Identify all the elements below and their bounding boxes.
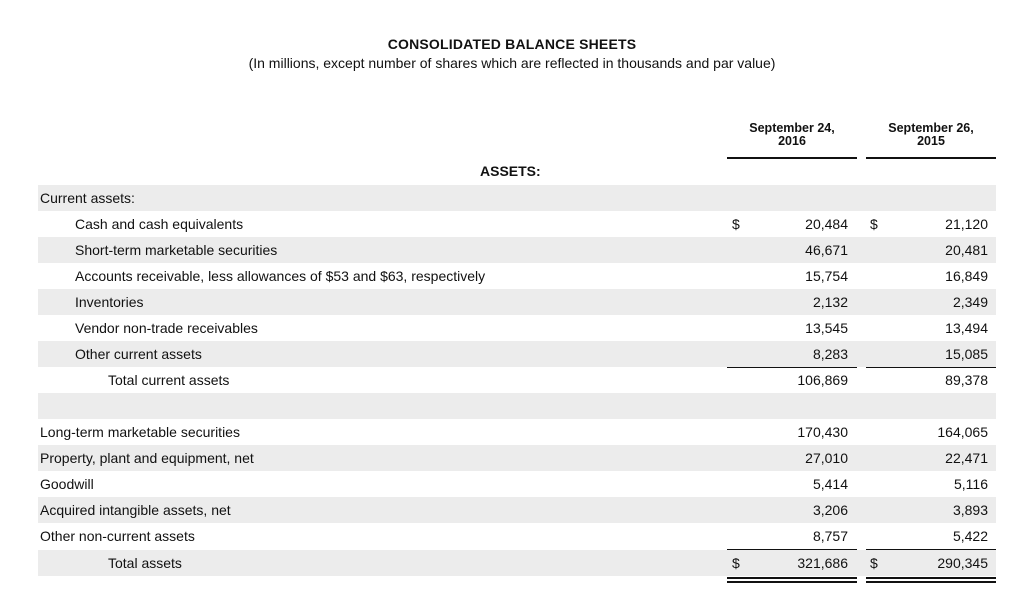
value-2016: 321,686 [797,555,848,571]
table-row [38,497,996,523]
table-row [38,315,996,341]
column-header-2016-date: September 24, [749,121,835,135]
value-2016: 13,545 [805,320,848,336]
total-double-rule-2015-a [866,577,996,579]
table-row [38,211,996,237]
value-2016: 8,757 [812,528,848,544]
value-2015: 5,422 [952,528,988,544]
value-2015: 15,085 [945,346,988,362]
value-2016: 15,754 [805,268,848,284]
value-2015: 3,893 [952,502,988,518]
value-2016: 106,869 [797,372,848,388]
table-row [38,237,996,263]
dollar-sign: $ [870,216,878,232]
column-header-2015-year: 2015 [917,134,945,148]
column-header-2016-year: 2016 [778,134,806,148]
value-2016: 8,283 [812,346,848,362]
value-2015: 13,494 [945,320,988,336]
value-2015: 21,120 [945,216,988,232]
section-label-assets: ASSETS: [480,163,541,179]
document-title: CONSOLIDATED BALANCE SHEETS [387,36,637,52]
row-label: Other current assets [75,346,202,362]
value-2016: 27,010 [805,450,848,466]
value-2015: 16,849 [945,268,988,284]
value-2016: 170,430 [797,424,848,440]
row-label: Total current assets [108,372,230,388]
row-label: Current assets: [40,190,135,206]
value-2016: 20,484 [805,216,848,232]
row-label: Other non-current assets [40,528,195,544]
row-label: Property, plant and equipment, net [40,450,254,466]
value-2016: 3,206 [812,502,848,518]
value-2016: 5,414 [812,476,848,492]
total-double-rule-2016-b [727,581,857,583]
table-row-total-assets [38,550,996,576]
table-row [38,445,996,471]
column-header-rule-2015 [866,157,996,159]
table-row-current-assets-header [38,185,996,211]
value-2016: 46,671 [805,242,848,258]
table-row [38,341,996,367]
value-2016: 2,132 [812,294,848,310]
document-subtitle: (In millions, except number of shares which are reflected in thousands and par value) [248,55,776,71]
value-2015: 290,345 [937,555,988,571]
total-double-rule-2016-a [727,577,857,579]
value-2015: 22,471 [945,450,988,466]
row-label: Inventories [75,294,144,310]
total-double-rule-2015-b [866,581,996,583]
row-label: Total assets [108,555,182,571]
dollar-sign: $ [732,555,740,571]
row-label: Long-term marketable securities [40,424,240,440]
row-label: Goodwill [40,476,94,492]
row-label: Accounts receivable, less allowances of $53 and $63, respectively [75,268,486,284]
row-label: Vendor non-trade receivables [75,320,258,336]
row-label: Short-term marketable securities [75,242,278,258]
table-row [38,419,996,445]
table-row-spacer [38,393,996,419]
value-2015: 89,378 [945,372,988,388]
table-row-total-current-assets [38,367,996,393]
table-row [38,523,996,549]
row-label: Cash and cash equivalents [75,216,244,232]
value-2015: 20,481 [945,242,988,258]
column-header-2015 [866,122,996,148]
column-header-rule-2016 [727,157,857,159]
table-row [38,471,996,497]
row-label: Acquired intangible assets, net [40,502,231,518]
dollar-sign: $ [732,216,740,232]
table-row [38,263,996,289]
dollar-sign: $ [870,555,878,571]
value-2015: 2,349 [952,294,988,310]
value-2015: 5,116 [954,476,988,492]
value-2015: 164,065 [937,424,988,440]
column-header-2016 [727,122,857,148]
column-header-2015-date: September 26, [888,121,974,135]
table-row [38,289,996,315]
